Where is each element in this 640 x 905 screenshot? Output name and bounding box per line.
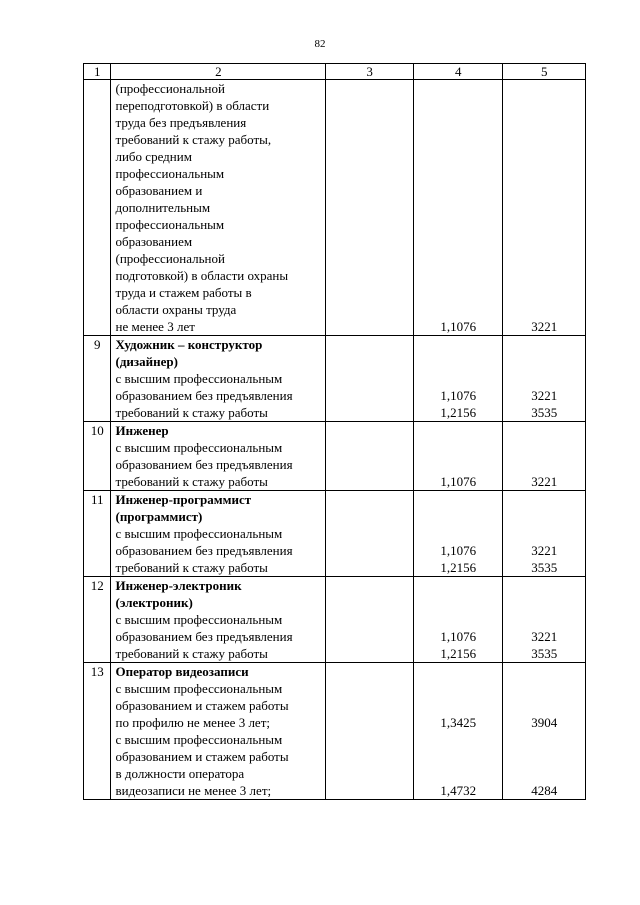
coefficient-value: 1,4732 — [440, 783, 477, 798]
description-line: с высшим профессиональным — [115, 371, 283, 386]
salary-cell — [503, 663, 586, 800]
description-line: образованием без предъявления — [115, 388, 293, 403]
col3-cell — [326, 577, 414, 663]
description-line: с высшим профессиональным — [115, 440, 283, 455]
table-row — [84, 422, 586, 491]
coefficient-value: 1,1076 — [440, 543, 477, 558]
description-line: требований к стажу работы — [115, 560, 268, 575]
table-row — [84, 80, 586, 336]
salary-cell — [503, 336, 586, 422]
header-cell-3: 3 — [326, 64, 414, 80]
row-description — [111, 336, 326, 422]
salary-value: 3221 — [531, 474, 558, 489]
description-line: по профилю не менее 3 лет; — [115, 715, 270, 730]
col3-cell — [326, 422, 414, 491]
description-line: профессиональным — [115, 217, 225, 232]
coefficient-cell — [413, 577, 503, 663]
salary-value: 3535 — [531, 405, 558, 420]
position-title: Художник – конструктор — [115, 337, 263, 352]
salary-value: 3221 — [531, 543, 558, 558]
coefficient-value: 1,2156 — [440, 646, 477, 661]
salary-value: 3221 — [531, 388, 558, 403]
row-description — [111, 80, 326, 336]
header-cell-1: 1 — [84, 64, 111, 80]
coefficient-value: 1,1076 — [440, 474, 477, 489]
description-line: видеозаписи не менее 3 лет; — [115, 783, 272, 798]
position-title: (дизайнер) — [115, 354, 178, 369]
description-line: требований к стажу работы, — [115, 132, 272, 147]
description-line: требований к стажу работы — [115, 474, 268, 489]
coefficient-cell — [413, 663, 503, 800]
coefficient-value: 1,1076 — [440, 629, 477, 644]
coefficient-value: 1,1076 — [440, 319, 477, 334]
row-number: 11 — [84, 491, 111, 577]
description-line: переподготовкой) в области — [115, 98, 270, 113]
description-line: подготовкой) в области охраны — [115, 268, 289, 283]
row-number: 12 — [84, 577, 111, 663]
description-line: (профессиональной — [115, 251, 225, 266]
description-line: образованием и стажем работы — [115, 749, 289, 764]
description-line: образованием без предъявления — [115, 457, 293, 472]
salary-value: 3535 — [531, 560, 558, 575]
description-line: образованием и стажем работы — [115, 698, 289, 713]
description-line: либо средним — [115, 149, 192, 164]
description-line: образованием без предъявления — [115, 543, 293, 558]
salary-value: 3221 — [531, 629, 558, 644]
row-description — [111, 663, 326, 800]
description-line: образованием и — [115, 183, 203, 198]
position-title: Инженер — [115, 423, 169, 438]
header-cell-2: 2 — [111, 64, 326, 80]
description-line: с высшим профессиональным — [115, 612, 283, 627]
page-number: 82 — [314, 38, 326, 50]
description-line: профессиональным — [115, 166, 225, 181]
header-cell-4: 4 — [413, 64, 503, 80]
coefficient-value: 1,3425 — [440, 715, 477, 730]
description-line: (профессиональной — [115, 81, 225, 96]
description-line: дополнительным — [115, 200, 211, 215]
coefficient-cell — [413, 80, 503, 336]
table-row — [84, 663, 586, 800]
col3-cell — [326, 491, 414, 577]
description-line: требований к стажу работы — [115, 405, 268, 420]
table-header-row — [84, 64, 586, 80]
row-description — [111, 422, 326, 491]
row-number: 10 — [84, 422, 111, 491]
salary-cell — [503, 80, 586, 336]
row-number: 9 — [84, 336, 111, 422]
position-title: Инженер-программист — [115, 492, 252, 507]
salary-value: 3221 — [531, 319, 558, 334]
coefficient-cell — [413, 491, 503, 577]
col3-cell — [326, 663, 414, 800]
description-line: требований к стажу работы — [115, 646, 268, 661]
description-line: с высшим профессиональным — [115, 526, 283, 541]
row-number: 13 — [84, 663, 111, 800]
table-row — [84, 491, 586, 577]
description-line: не менее 3 лет — [115, 319, 195, 334]
position-title: Оператор видеозаписи — [115, 664, 249, 679]
salary-value: 3535 — [531, 646, 558, 661]
description-line: с высшим профессиональным — [115, 732, 283, 747]
coefficient-cell — [413, 336, 503, 422]
position-title: Инженер-электроник — [115, 578, 242, 593]
salary-cell — [503, 491, 586, 577]
position-title: (программист) — [115, 509, 203, 524]
row-description — [111, 491, 326, 577]
coefficient-value: 1,2156 — [440, 405, 477, 420]
description-line: образованием без предъявления — [115, 629, 293, 644]
salary-value: 3904 — [531, 715, 558, 730]
row-number — [84, 80, 111, 336]
table-row — [84, 577, 586, 663]
coefficient-value: 1,2156 — [440, 560, 477, 575]
description-line: области охраны труда — [115, 302, 237, 317]
col3-cell — [326, 80, 414, 336]
coefficient-cell — [413, 422, 503, 491]
row-description — [111, 577, 326, 663]
coefficient-value: 1,1076 — [440, 388, 477, 403]
col3-cell — [326, 336, 414, 422]
description-line: в должности оператора — [115, 766, 245, 781]
salary-cell — [503, 577, 586, 663]
position-title: (электроник) — [115, 595, 193, 610]
description-line: образованием — [115, 234, 193, 249]
table-row — [84, 336, 586, 422]
header-cell-5: 5 — [503, 64, 586, 80]
salary-cell — [503, 422, 586, 491]
salary-table — [83, 63, 586, 800]
description-line: труда без предъявления — [115, 115, 247, 130]
description-line: с высшим профессиональным — [115, 681, 283, 696]
salary-value: 4284 — [531, 783, 558, 798]
description-line: труда и стажем работы в — [115, 285, 252, 300]
